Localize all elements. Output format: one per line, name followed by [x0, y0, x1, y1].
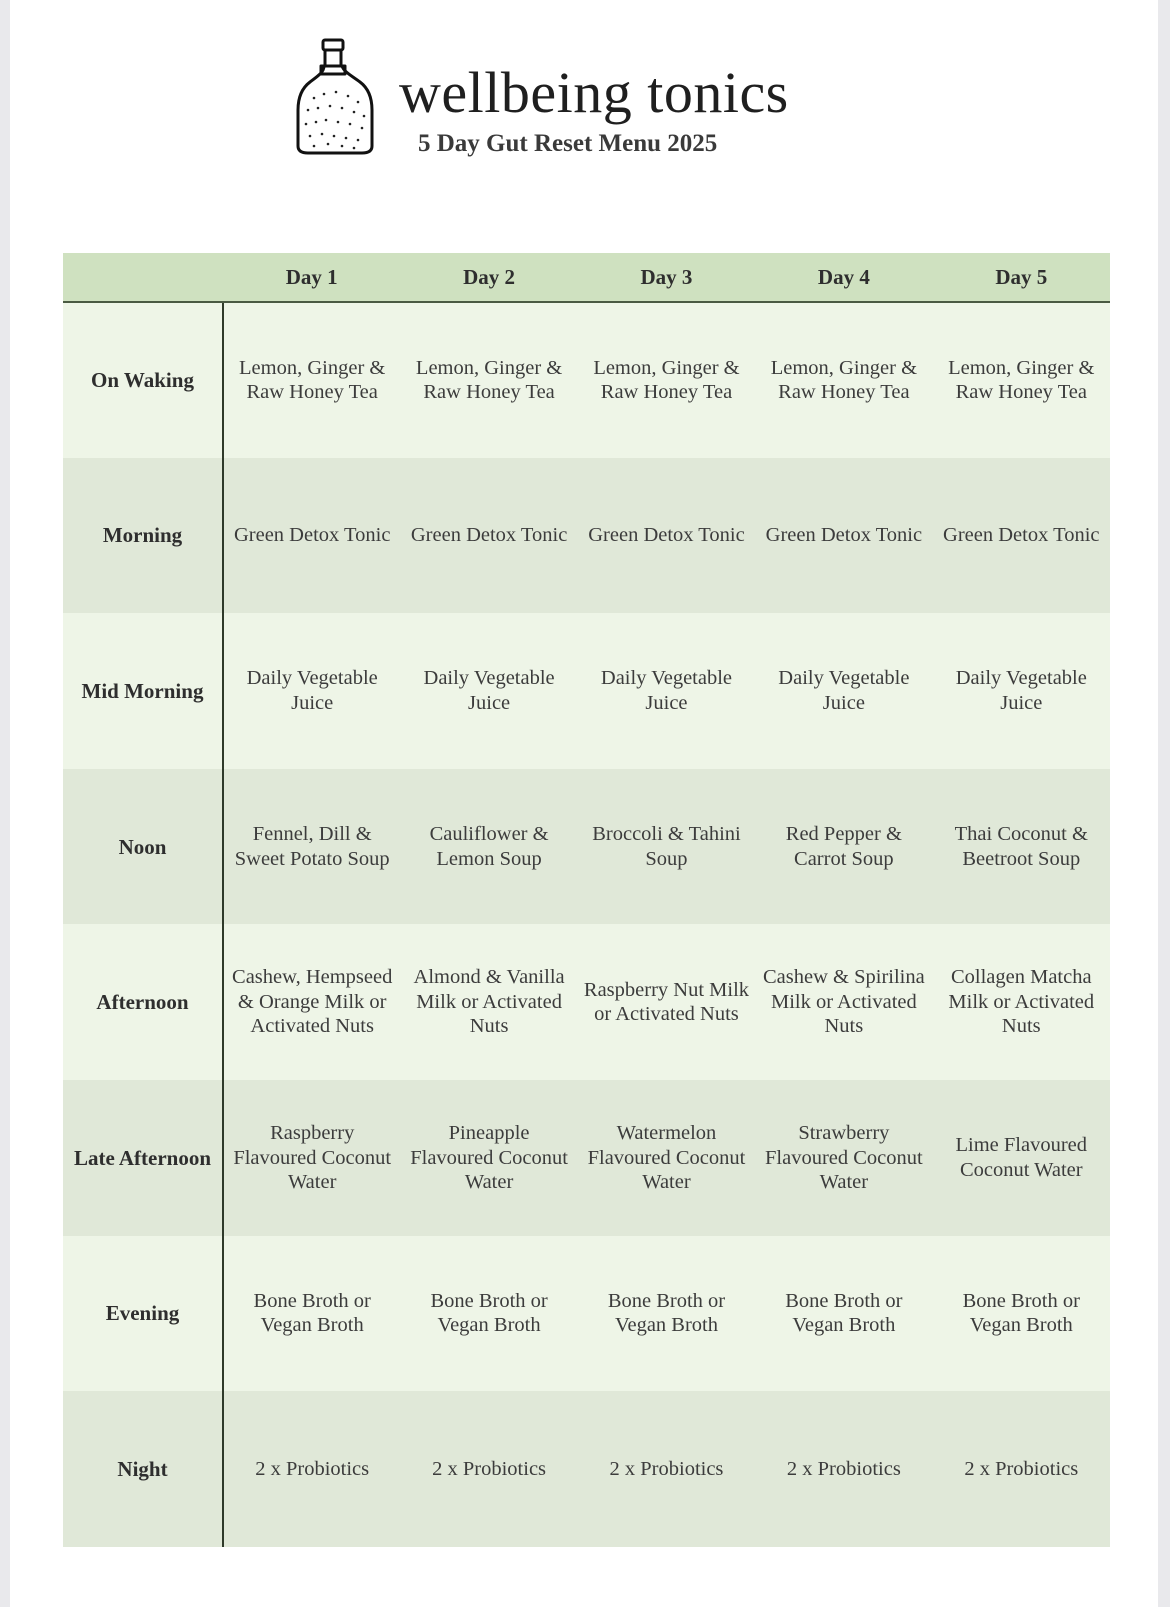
- menu-cell: Bone Broth or Vegan Broth: [962, 1289, 1080, 1337]
- time-label: Evening: [63, 1236, 223, 1392]
- menu-cell: Almond & Vanilla Milk or Activated Nuts: [413, 966, 565, 1038]
- menu-cell: 2 x Probiotics: [255, 1457, 370, 1480]
- menu-cell: Broccoli & Tahini Soup: [592, 823, 741, 870]
- time-label: Afternoon: [63, 924, 223, 1080]
- time-label: Night: [63, 1391, 223, 1547]
- menu-cell: Daily Vegetable Juice: [955, 667, 1087, 714]
- menu-cell: Green Detox Tonic: [943, 524, 1100, 547]
- corner-cell: [63, 253, 223, 302]
- menu-cell: Fennel, Dill & Sweet Potato Soup: [234, 823, 390, 870]
- day-header: Day 2: [400, 253, 577, 302]
- table-row: [63, 1080, 1110, 1236]
- table-row: [63, 1391, 1110, 1547]
- menu-cell: Lemon, Ginger & Raw Honey Tea: [593, 356, 740, 404]
- menu-cell: Lemon, Ginger & Raw Honey Tea: [239, 356, 386, 404]
- menu-cell: Raspberry Nut Milk or Activated Nuts: [583, 978, 750, 1026]
- menu-cell: Cashew & Spirilina Milk or Activated Nuts: [763, 966, 925, 1038]
- bottle-icon: [294, 36, 376, 158]
- menu-cell: Thai Coconut & Beetroot Soup: [954, 823, 1088, 870]
- menu-cell: Daily Vegetable Juice: [423, 667, 555, 714]
- menu-cell: Lemon, Ginger & Raw Honey Tea: [415, 356, 563, 404]
- table-row: [63, 458, 1110, 614]
- menu-cell: Collagen Matcha Milk or Activated Nuts: [948, 966, 1095, 1038]
- menu-cell: Lime Flavoured Coconut Water: [955, 1134, 1088, 1181]
- time-label: Mid Morning: [63, 613, 223, 769]
- menu-cell: Daily Vegetable Juice: [600, 667, 733, 714]
- time-label: Noon: [63, 769, 223, 925]
- menu-cell: Bone Broth or Vegan Broth: [430, 1289, 548, 1337]
- day-header: Day 4: [755, 253, 932, 302]
- menu-table: [63, 253, 1110, 1547]
- menu-cell: Bone Broth or Vegan Broth: [607, 1289, 726, 1337]
- day-header: Day 5: [933, 253, 1110, 302]
- time-label: Late Afternoon: [63, 1080, 223, 1236]
- menu-cell: Bone Broth or Vegan Broth: [785, 1289, 903, 1337]
- menu-cell: Green Detox Tonic: [588, 524, 745, 547]
- menu-cell: Green Detox Tonic: [410, 524, 568, 547]
- menu-cell: Daily Vegetable Juice: [246, 667, 378, 714]
- document-header: [10, 0, 1158, 200]
- menu-cell: Raspberry Flavoured Coconut Water: [233, 1122, 392, 1194]
- menu-cell: Lemon, Ginger & Raw Honey Tea: [770, 356, 918, 404]
- table-row: [63, 613, 1110, 769]
- menu-cell: 2 x Probiotics: [964, 1457, 1079, 1480]
- day-header: Day 3: [578, 253, 755, 302]
- time-label: Morning: [63, 458, 223, 614]
- table-row: [63, 1236, 1110, 1392]
- brand-name: wellbeing tonics: [399, 60, 789, 125]
- menu-title: 5 Day Gut Reset Menu 2025: [418, 130, 718, 157]
- menu-cell: Daily Vegetable Juice: [778, 667, 910, 714]
- table-row: [63, 924, 1110, 1080]
- day-header: Day 1: [223, 253, 400, 302]
- menu-cell: Red Pepper & Carrot Soup: [785, 823, 902, 870]
- menu-cell: Cauliflower & Lemon Soup: [429, 823, 549, 870]
- menu-cell: 2 x Probiotics: [786, 1457, 901, 1480]
- menu-cell: 2 x Probiotics: [609, 1457, 724, 1480]
- table-row: [63, 769, 1110, 925]
- menu-cell: Green Detox Tonic: [233, 524, 391, 547]
- menu-cell: Green Detox Tonic: [765, 524, 923, 547]
- menu-cell: Lemon, Ginger & Raw Honey Tea: [948, 356, 1095, 404]
- menu-cell: 2 x Probiotics: [432, 1457, 547, 1480]
- menu-cell: Bone Broth or Vegan Broth: [253, 1289, 371, 1337]
- time-label: On Waking: [63, 302, 223, 458]
- menu-cell: Pineapple Flavoured Coconut Water: [410, 1122, 568, 1194]
- menu-cell: Strawberry Flavoured Coconut Water: [765, 1122, 923, 1194]
- menu-cell: Cashew, Hempseed & Orange Milk or Activated Nuts: [232, 966, 393, 1038]
- document-page: [10, 0, 1158, 1607]
- day-header-row: [63, 253, 1110, 302]
- menu-cell: Watermelon Flavoured Coconut Water: [587, 1122, 746, 1194]
- table-row: [63, 302, 1110, 458]
